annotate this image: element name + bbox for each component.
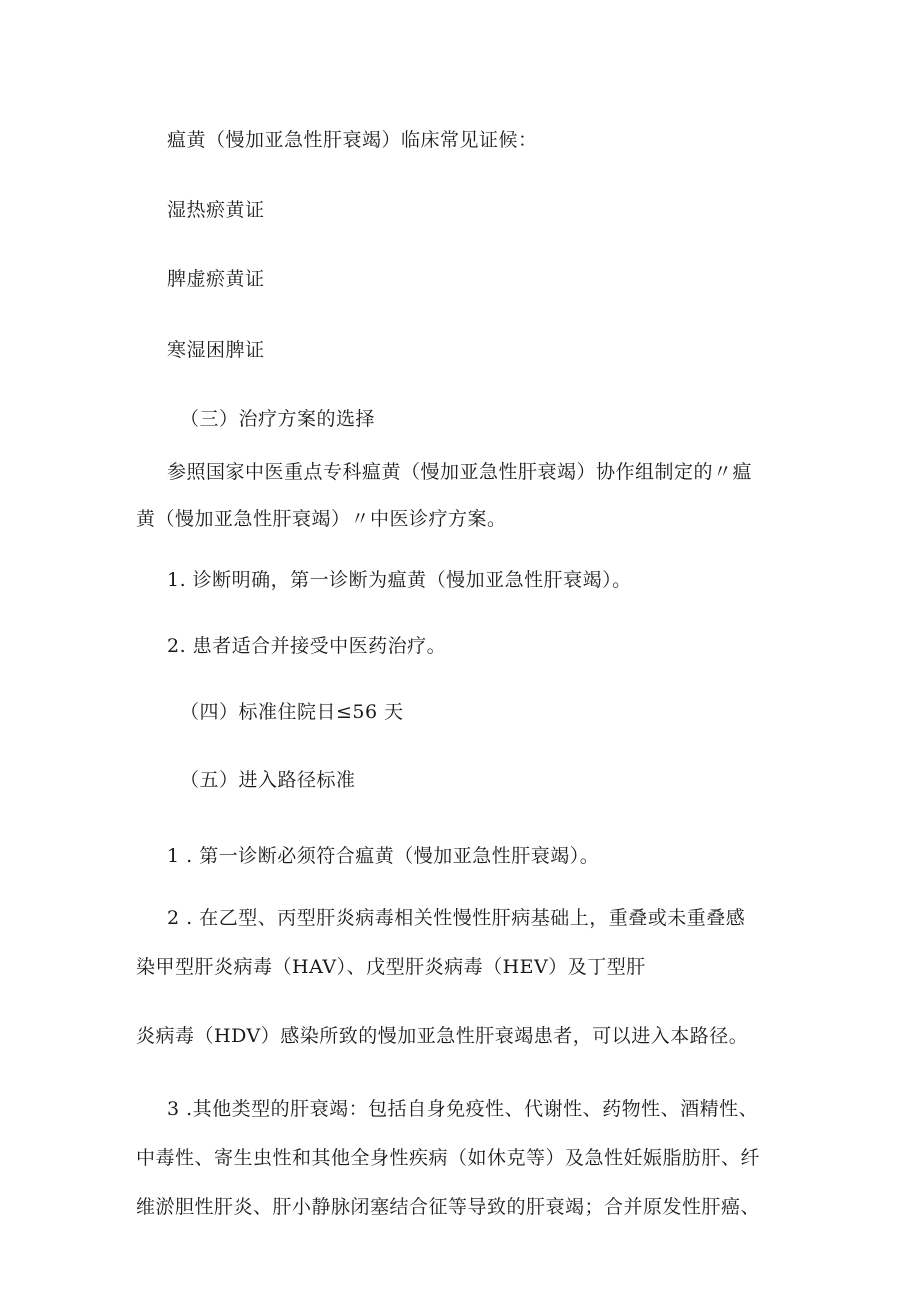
section-heading-hospital-stay: （四）标准住院日≤56 天 [180,701,404,723]
syndrome-item-cold-damp: 寒湿困脾证 [167,339,265,361]
syndrome-item-damp-heat: 湿热瘀黄证 [167,199,265,221]
list-item: 1 . 第一诊断必须符合瘟黄（慢加亚急性肝衰竭）。 [167,845,600,867]
paragraph-line: 染甲型肝炎病毒（HAV）、戊型肝炎病毒（HEV）及丁型肝 [136,956,646,978]
paragraph-line: 2 . 在乙型、丙型肝炎病毒相关性慢性肝病基础上，重叠或未重叠感 [167,907,746,929]
paragraph-line: 中毒性、寄生虫性和其他全身性疾病（如休克等）及急性妊娠脂肪肝、纤 [136,1147,761,1169]
paragraph-line: 3 .其他类型的肝衰竭：包括自身免疫性、代谢性、药物性、酒精性、 [167,1098,759,1120]
section-heading-entry-criteria: （五）进入路径标准 [180,769,356,791]
paragraph-line: 维淤胆性肝炎、肝小静脉闭塞结合征等导致的肝衰竭；合并原发性肝癌、 [136,1196,761,1218]
section-heading-treatment: （三）治疗方案的选择 [180,408,376,430]
list-item: 1. 诊断明确，第一诊断为瘟黄（慢加亚急性肝衰竭）。 [167,569,632,591]
list-item: 2. 患者适合并接受中医药治疗。 [167,635,447,657]
syndrome-item-spleen-deficiency: 脾虚瘀黄证 [167,268,265,290]
paragraph-line: 炎病毒（HDV）感染所致的慢加亚急性肝衰竭患者，可以进入本路径。 [136,1025,749,1047]
paragraph-line: 参照国家中医重点专科瘟黄（慢加亚急性肝衰竭）协作组制定的〃瘟 [167,461,753,483]
paragraph-line: 黄（慢加亚急性肝衰竭）〃中医诊疗方案。 [136,508,507,530]
syndrome-heading: 瘟黄（慢加亚急性肝衰竭）临床常见证候： [167,129,538,151]
